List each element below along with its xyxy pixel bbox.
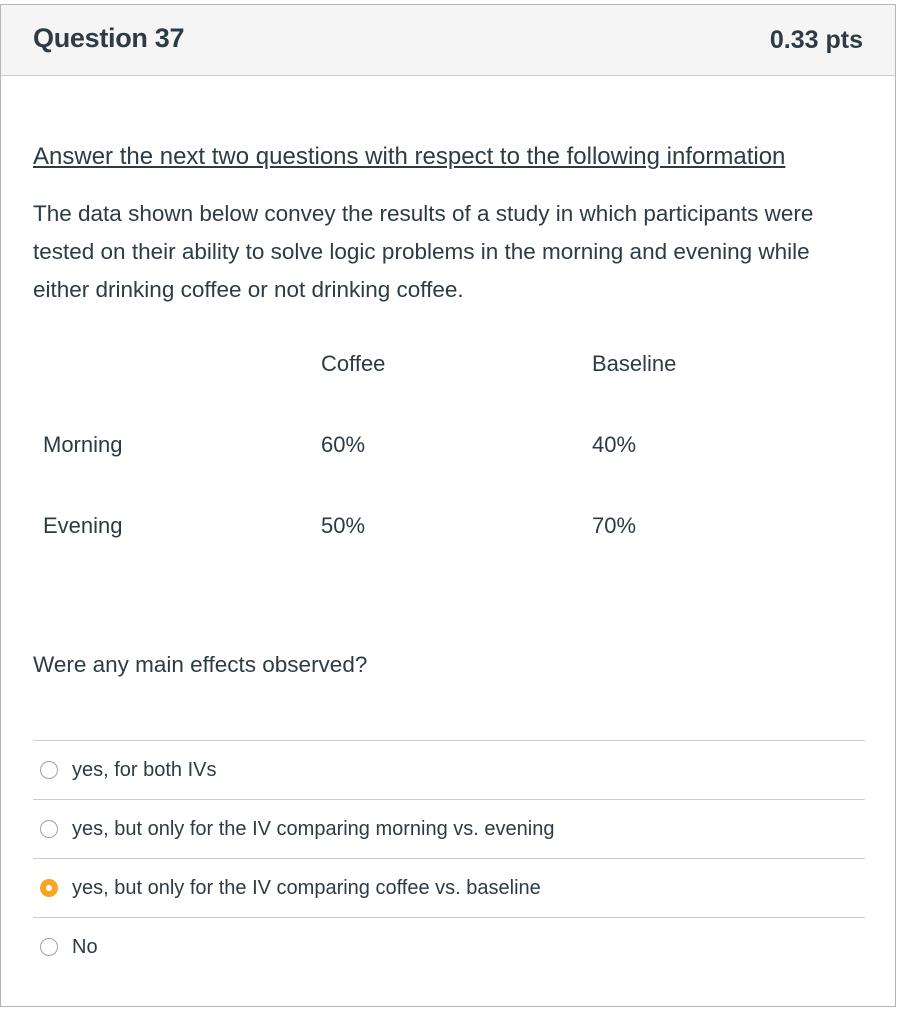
answer-label: No xyxy=(72,935,98,958)
description-text: The data shown below convey the results of a study in which participants were tested on their ability to solve logic problems in the morning and evening while either drinking coffee or not drinking coffee. xyxy=(33,201,814,302)
question-points: 0.33 pts xyxy=(769,26,863,54)
answer-label: yes, but only for the IV comparing coffee vs. baseline xyxy=(72,876,541,899)
answer-option[interactable] xyxy=(33,917,865,976)
question-card xyxy=(0,4,896,1007)
answer-label: yes, but only for the IV comparing morning vs. evening xyxy=(72,817,555,840)
table-cell: 60% xyxy=(321,432,366,457)
table-row-label: Morning xyxy=(43,432,123,457)
answer-option[interactable] xyxy=(33,858,865,917)
question-title: Question 37 xyxy=(33,23,185,53)
table-header-baseline: Baseline xyxy=(592,351,677,376)
table-header-coffee: Coffee xyxy=(321,351,386,376)
table-cell: 70% xyxy=(592,513,637,538)
answer-option[interactable] xyxy=(33,799,865,858)
question-prompt: Were any main effects observed? xyxy=(33,652,368,677)
intro-text: Answer the next two questions with respect to the following information xyxy=(33,143,786,170)
question-header xyxy=(1,5,895,76)
table-cell: 50% xyxy=(321,513,366,538)
table-cell: 40% xyxy=(592,432,637,457)
question-body xyxy=(33,75,863,1006)
radio-button[interactable] xyxy=(40,938,58,956)
answer-list xyxy=(33,740,865,976)
radio-button[interactable] xyxy=(40,761,58,779)
answer-option[interactable] xyxy=(33,740,865,799)
radio-button-selected[interactable] xyxy=(40,879,58,897)
table-row-label: Evening xyxy=(43,513,123,538)
radio-button[interactable] xyxy=(40,820,58,838)
answer-label: yes, for both IVs xyxy=(72,758,217,781)
